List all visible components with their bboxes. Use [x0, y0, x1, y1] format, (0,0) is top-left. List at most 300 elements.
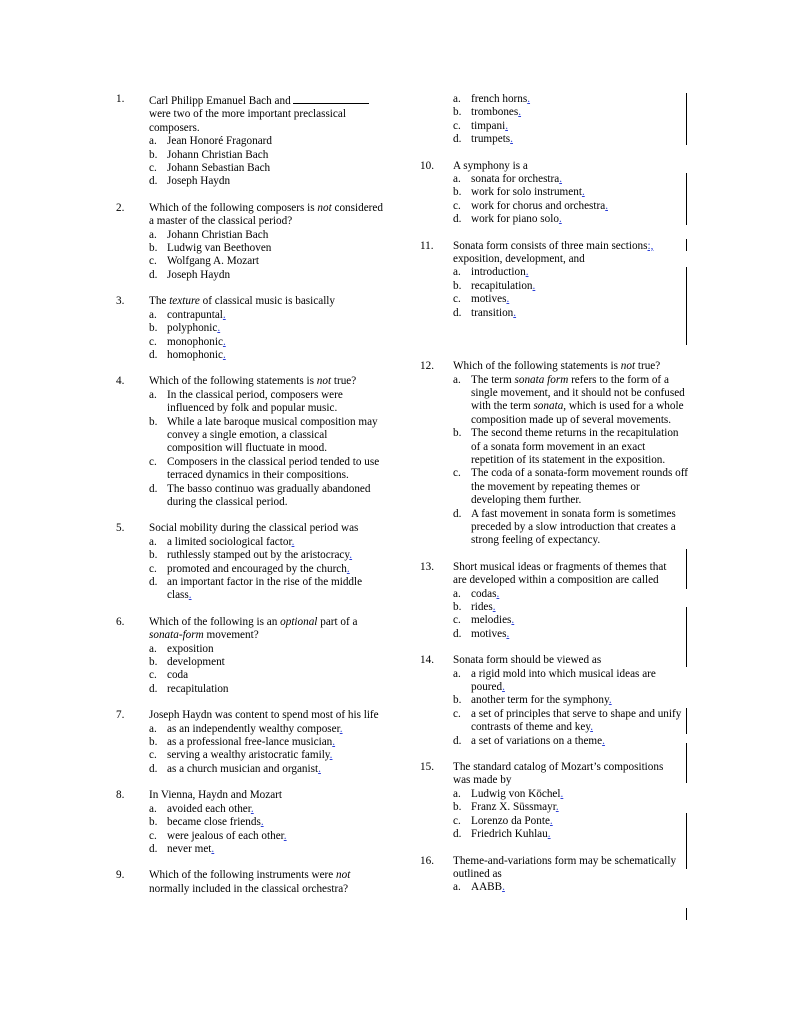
- answer-option: [420, 374, 688, 428]
- revision-mark: .: [547, 828, 551, 841]
- revision-mark: .: [527, 93, 531, 105]
- question-stem: [420, 240, 688, 267]
- answer-option: [420, 293, 688, 306]
- revision-mark: .: [549, 814, 553, 827]
- stem-line: [149, 202, 384, 215]
- option-letter: c.: [149, 669, 157, 682]
- option-letter: d.: [453, 306, 462, 319]
- option-text: Lorenzo da Ponte: [471, 814, 550, 827]
- option-text: Johann Christian Bach: [167, 148, 269, 161]
- stem-text: was made by: [453, 774, 512, 787]
- question-number: 14.: [420, 654, 434, 667]
- revision-mark: .: [590, 721, 593, 734]
- revision-mark: .: [505, 119, 508, 132]
- option-text: motives: [471, 627, 507, 640]
- option-letter: c.: [149, 749, 157, 762]
- answer-option: [116, 576, 384, 603]
- answer-option: [420, 614, 688, 627]
- stem-line: [149, 295, 384, 308]
- answer-option: [116, 483, 384, 510]
- answer-option: [420, 93, 688, 106]
- question-number: 8.: [116, 789, 125, 802]
- stem-line: [453, 654, 688, 667]
- stem-text: considered: [331, 201, 383, 214]
- emphasis: sonata form: [514, 373, 569, 386]
- option-text: recapitulation: [167, 682, 229, 695]
- option-letter: a.: [453, 587, 461, 600]
- stem-text: Which of the following instruments were: [149, 869, 337, 882]
- revision-mark: .: [211, 842, 215, 855]
- options-list: [116, 229, 384, 283]
- answer-option: [420, 588, 688, 601]
- answer-option: [116, 269, 384, 282]
- answer-option: [116, 536, 384, 549]
- change-bar: [686, 607, 687, 667]
- option-letter: d.: [149, 576, 158, 588]
- stem-line: [453, 240, 688, 253]
- option-text: never met: [167, 842, 212, 855]
- answer-option: [420, 801, 688, 814]
- option-text: as a church musician and organist: [167, 762, 319, 775]
- answer-option: [116, 843, 384, 856]
- option-text: codas: [471, 587, 497, 600]
- option-letter: a.: [453, 173, 461, 186]
- question-stem: [420, 855, 688, 882]
- option-letter: b.: [453, 186, 462, 199]
- option-letter: b.: [453, 801, 462, 814]
- stem-text: Carl Philipp Emanuel Bach and: [149, 95, 294, 107]
- option-text: were jealous of each other: [167, 829, 284, 842]
- option-text: refers to the form of a single movement, and it should not be confused with the term: [471, 373, 685, 413]
- option-text: an important factor in the rise of the middle class: [167, 576, 363, 602]
- stem-text: Which of the following is an: [149, 615, 281, 628]
- stem-line: [453, 574, 688, 587]
- option-text: The basso continuo was gradually abandoned during the classical period.: [167, 482, 371, 508]
- option-text: homophonic: [167, 348, 223, 361]
- answer-option: [116, 669, 384, 682]
- left-column: [116, 93, 384, 896]
- question: [420, 360, 688, 548]
- answer-option: [116, 816, 384, 829]
- revision-mark: .: [525, 266, 529, 279]
- option-text: a rigid mold into which musical ideas are poured: [471, 667, 656, 694]
- answer-option: [116, 803, 384, 816]
- option-text: a set of principles that serve to shape and unify contrasts of theme and key: [471, 707, 682, 734]
- option-text: The coda of a sonata-form movement rounds off the movement by repeating themes or developing them further.: [471, 467, 688, 507]
- option-text: work for solo instrument: [471, 186, 582, 199]
- option-text: promoted and encouraged by the church: [167, 562, 347, 575]
- option-text: as an independently wealthy composer: [167, 722, 340, 735]
- option-text: a set of variations on a theme: [471, 734, 603, 747]
- question-number: 2.: [116, 201, 125, 214]
- revision-mark: .: [513, 306, 517, 319]
- answer-option: [420, 280, 688, 293]
- answer-option: [420, 735, 688, 748]
- option-letter: c.: [149, 562, 157, 575]
- question: [420, 855, 688, 895]
- stem-text: Sonata form consists of three main sections: [453, 239, 648, 252]
- stem-text: In Vienna, Haydn and Mozart: [149, 789, 283, 802]
- options-list: [116, 309, 384, 363]
- revision-mark: .: [502, 681, 505, 694]
- stem-line: [453, 360, 688, 373]
- question: [420, 160, 688, 227]
- stem-line: [453, 774, 688, 787]
- option-text: work for chorus and orchestra: [471, 199, 606, 212]
- question: [116, 522, 384, 602]
- stem-text: are developed within a composition are called: [453, 574, 659, 587]
- option-text: Joseph Haydn: [167, 175, 231, 188]
- revision-mark: .: [217, 322, 221, 335]
- question: [116, 375, 384, 509]
- option-letter: d.: [453, 507, 462, 520]
- answer-option: [420, 815, 688, 828]
- option-text: introduction: [471, 266, 526, 279]
- question-stem: [116, 789, 384, 802]
- option-letter: b.: [149, 415, 158, 428]
- answer-option: [116, 349, 384, 362]
- question: [116, 93, 384, 189]
- revision-mark: .: [496, 587, 500, 600]
- revision-mark: .: [492, 601, 496, 613]
- question-stem: [116, 93, 384, 135]
- question-number: 5.: [116, 522, 125, 535]
- option-text: Friedrich Kuhlau: [471, 828, 548, 841]
- option-text: timpani: [471, 119, 506, 132]
- option-text: became close friends: [167, 816, 261, 829]
- option-text: Jean Honoré Fragonard: [167, 135, 273, 148]
- option-text: In the classical period, composers were influenced by folk and popular music.: [167, 388, 343, 415]
- revision-mark: .: [329, 749, 333, 762]
- option-letter: d.: [149, 482, 158, 495]
- answer-option: [116, 255, 384, 268]
- change-bar: [686, 239, 687, 251]
- option-text: transition: [471, 306, 514, 319]
- revision-mark: .: [506, 627, 510, 640]
- answer-option: [116, 456, 384, 483]
- question-stem: [420, 761, 688, 788]
- revision-mark: .: [559, 173, 563, 186]
- stem-line: [149, 789, 384, 802]
- option-letter: c.: [149, 335, 157, 348]
- question-stem: [116, 616, 384, 643]
- stem-line: [149, 522, 384, 535]
- answer-option: [116, 322, 384, 335]
- stem-text: outlined as: [453, 867, 502, 880]
- question: [116, 202, 384, 282]
- options-list: [420, 588, 688, 642]
- option-text: Ludwig von Köchel: [471, 787, 561, 800]
- question-number: 10.: [420, 159, 434, 172]
- revision-mark: .: [222, 335, 226, 348]
- revision-mark: .: [558, 213, 562, 226]
- question-stem: [116, 522, 384, 535]
- stem-line: [149, 629, 384, 642]
- option-text: rides: [471, 601, 493, 613]
- stem-text: A symphony is a: [453, 159, 528, 172]
- question-number: 12.: [420, 360, 434, 373]
- question: [420, 561, 688, 641]
- option-letter: d.: [149, 762, 158, 775]
- option-letter: d.: [149, 348, 158, 361]
- option-letter: b.: [149, 242, 158, 255]
- answer-option: [116, 336, 384, 349]
- stem-line: [149, 883, 384, 896]
- option-text: While a late baroque musical composition may convey a single emotion, a classical composition will fluctuate in mood.: [167, 415, 378, 455]
- question-number: 3.: [116, 295, 125, 308]
- option-letter: d.: [453, 133, 462, 146]
- answer-option: [116, 549, 384, 562]
- revision-mark: .: [332, 736, 336, 749]
- revision-mark: .: [510, 133, 513, 146]
- answer-option: [420, 133, 688, 146]
- answer-option: [420, 788, 688, 801]
- option-text: a limited sociological factor: [167, 535, 292, 548]
- change-bar: [686, 813, 687, 869]
- option-text: development: [167, 656, 225, 669]
- stem-line: [149, 122, 384, 135]
- stem-line: [453, 160, 688, 173]
- option-letter: a.: [149, 228, 157, 241]
- option-text: trombones: [471, 106, 519, 119]
- emphasis: sonata: [533, 400, 564, 413]
- question: [420, 654, 688, 748]
- question: [420, 93, 688, 147]
- option-letter: c.: [453, 199, 461, 212]
- option-letter: a.: [453, 93, 461, 105]
- question: [116, 295, 384, 362]
- revision-mark: :,: [647, 239, 654, 252]
- option-text: work for piano solo: [471, 213, 559, 226]
- stem-line: [149, 108, 384, 121]
- option-letter: d.: [453, 627, 462, 640]
- stem-line: [453, 855, 688, 868]
- answer-option: [420, 186, 688, 199]
- question: [116, 789, 384, 856]
- options-list: [116, 723, 384, 777]
- stem-text: Theme-and-variations form may be schematically: [453, 854, 677, 867]
- option-letter: c.: [453, 119, 461, 132]
- option-letter: a.: [453, 266, 461, 279]
- revision-mark: .: [560, 787, 564, 800]
- option-text: exposition: [167, 642, 214, 655]
- option-text: Johann Sebastian Bach: [167, 162, 271, 175]
- option-text: trumpets: [471, 133, 511, 146]
- revision-mark: .: [502, 881, 505, 894]
- answer-option: [116, 643, 384, 656]
- option-letter: c.: [453, 614, 461, 627]
- answer-option: [420, 668, 688, 695]
- change-bar: [686, 908, 687, 920]
- answer-option: [116, 135, 384, 148]
- option-letter: d.: [453, 828, 462, 841]
- question-number: 7.: [116, 709, 125, 722]
- change-bar: [686, 173, 687, 225]
- option-letter: b.: [453, 106, 462, 119]
- stem-text: exposition, development, and: [453, 253, 585, 266]
- answer-option: [116, 763, 384, 776]
- option-letter: d.: [149, 175, 158, 188]
- answer-option: [116, 723, 384, 736]
- option-letter: d.: [149, 268, 158, 281]
- option-letter: c.: [453, 467, 461, 480]
- options-list: [420, 266, 688, 320]
- option-letter: b.: [453, 427, 462, 440]
- emphasis: sonata-form: [149, 629, 204, 642]
- option-text: Ludwig van Beethoven: [167, 242, 272, 255]
- question: [116, 869, 384, 896]
- revision-mark: .: [602, 734, 605, 747]
- answer-option: [116, 309, 384, 322]
- options-list: [420, 173, 688, 227]
- option-text: recapitulation: [471, 279, 533, 292]
- answer-option: [116, 175, 384, 188]
- stem-text: composers.: [149, 121, 200, 134]
- option-letter: c.: [149, 829, 157, 842]
- revision-mark: .: [260, 816, 264, 829]
- option-letter: a.: [453, 373, 461, 386]
- answer-option: [420, 106, 688, 119]
- option-text: Franz X. Süssmayr: [471, 801, 556, 814]
- option-letter: d.: [149, 842, 158, 855]
- question-stem: [420, 561, 688, 588]
- revision-mark: .: [608, 694, 612, 707]
- revision-mark: .: [532, 279, 536, 292]
- revision-mark: .: [291, 535, 295, 548]
- option-letter: b.: [149, 736, 158, 749]
- question: [420, 240, 688, 320]
- stem-text: Which of the following statements is: [453, 360, 621, 373]
- option-letter: c.: [453, 814, 461, 827]
- question-stem: [116, 375, 384, 388]
- option-letter: b.: [453, 601, 462, 613]
- answer-option: [420, 427, 688, 467]
- option-letter: b.: [453, 279, 462, 292]
- option-letter: b.: [149, 549, 158, 562]
- option-text: The second theme returns in the recapitulation of a sonata form movement in an exact repetition of its statement in the exposition.: [471, 427, 679, 466]
- option-letter: c.: [453, 707, 461, 720]
- question-stem: [116, 869, 384, 896]
- options-list: [116, 135, 384, 189]
- question-number: 15.: [420, 761, 434, 774]
- question-number: 11.: [420, 239, 434, 252]
- stem-text: part of a: [317, 615, 358, 628]
- question: [420, 761, 688, 841]
- stem-line: [149, 375, 384, 388]
- revision-mark: .: [222, 348, 226, 361]
- stem-line: [453, 761, 688, 774]
- option-letter: c.: [149, 455, 157, 468]
- answer-option: [420, 467, 688, 507]
- revision-mark: .: [318, 762, 321, 775]
- stem-text: The standard catalog of Mozart’s compositions: [453, 761, 664, 774]
- answer-option: [420, 694, 688, 707]
- answer-option: [420, 881, 688, 894]
- options-list: [116, 389, 384, 510]
- option-letter: b.: [149, 656, 158, 669]
- question-number: 16.: [420, 854, 434, 867]
- option-letter: b.: [149, 322, 158, 335]
- option-letter: c.: [149, 162, 157, 175]
- revision-mark: .: [188, 589, 192, 602]
- options-list: [116, 536, 384, 603]
- answer-option: [116, 736, 384, 749]
- question-stem: [420, 654, 688, 667]
- options-list: [420, 788, 688, 842]
- options-list: [420, 881, 688, 894]
- option-text: another term for the symphony: [471, 694, 609, 707]
- question: [116, 709, 384, 776]
- question-stem: [116, 709, 384, 722]
- options-list: [116, 643, 384, 697]
- change-bar: [686, 743, 687, 783]
- option-letter: b.: [453, 694, 462, 707]
- emphasis: not: [620, 360, 636, 373]
- stem-line: [149, 616, 384, 629]
- stem-line: [149, 93, 384, 108]
- option-text: melodies: [471, 614, 512, 627]
- answer-option: [116, 229, 384, 242]
- option-letter: c.: [149, 255, 157, 268]
- option-letter: a.: [149, 802, 157, 815]
- stem-text: Sonata form should be viewed as: [453, 654, 602, 667]
- answer-blank: [293, 93, 369, 104]
- option-text: Wolfgang A. Mozart: [167, 255, 259, 268]
- options-list: [116, 803, 384, 857]
- option-letter: a.: [149, 388, 157, 401]
- stem-line: [453, 561, 688, 574]
- option-letter: a.: [149, 135, 157, 148]
- emphasis: not: [316, 375, 332, 388]
- answer-option: [420, 828, 688, 841]
- option-text: AABB: [471, 881, 503, 894]
- question-number: 6.: [116, 615, 125, 628]
- stem-line: [149, 709, 384, 722]
- change-bar: [686, 267, 687, 345]
- stem-text: Short musical ideas or fragments of themes that: [453, 560, 667, 573]
- emphasis: texture: [169, 295, 200, 308]
- option-letter: a.: [453, 667, 461, 680]
- stem-text: true?: [635, 360, 661, 373]
- answer-option: [116, 416, 384, 456]
- revision-mark: .: [283, 829, 287, 842]
- option-text: monophonic: [167, 335, 223, 348]
- question-number: 1.: [116, 93, 125, 105]
- option-letter: a.: [453, 881, 461, 894]
- option-text: sonata for orchestra: [471, 173, 560, 186]
- option-text: as a professional free-lance musician: [167, 736, 333, 749]
- answer-option: [116, 830, 384, 843]
- stem-text: The: [149, 295, 170, 308]
- option-letter: c.: [453, 293, 461, 306]
- change-bar: [686, 93, 687, 145]
- stem-line: [149, 215, 384, 228]
- answer-option: [420, 173, 688, 186]
- change-bar: [686, 549, 687, 589]
- option-text: french horns: [471, 93, 528, 105]
- answer-option: [116, 749, 384, 762]
- option-text: motives: [471, 293, 507, 306]
- option-letter: a.: [149, 642, 157, 655]
- stem-text: movement?: [203, 629, 259, 642]
- question-number: 13.: [420, 560, 434, 573]
- option-text: A fast movement in sonata form is sometimes preceded by a slow introduction that creates a strong feeling of expectancy.: [471, 507, 676, 547]
- answer-option: [420, 628, 688, 641]
- answer-option: [420, 266, 688, 279]
- stem-text: a master of the classical period?: [149, 215, 293, 228]
- option-text: , which is used for a whole composition made up of several movements.: [471, 400, 684, 426]
- right-column: [420, 93, 688, 895]
